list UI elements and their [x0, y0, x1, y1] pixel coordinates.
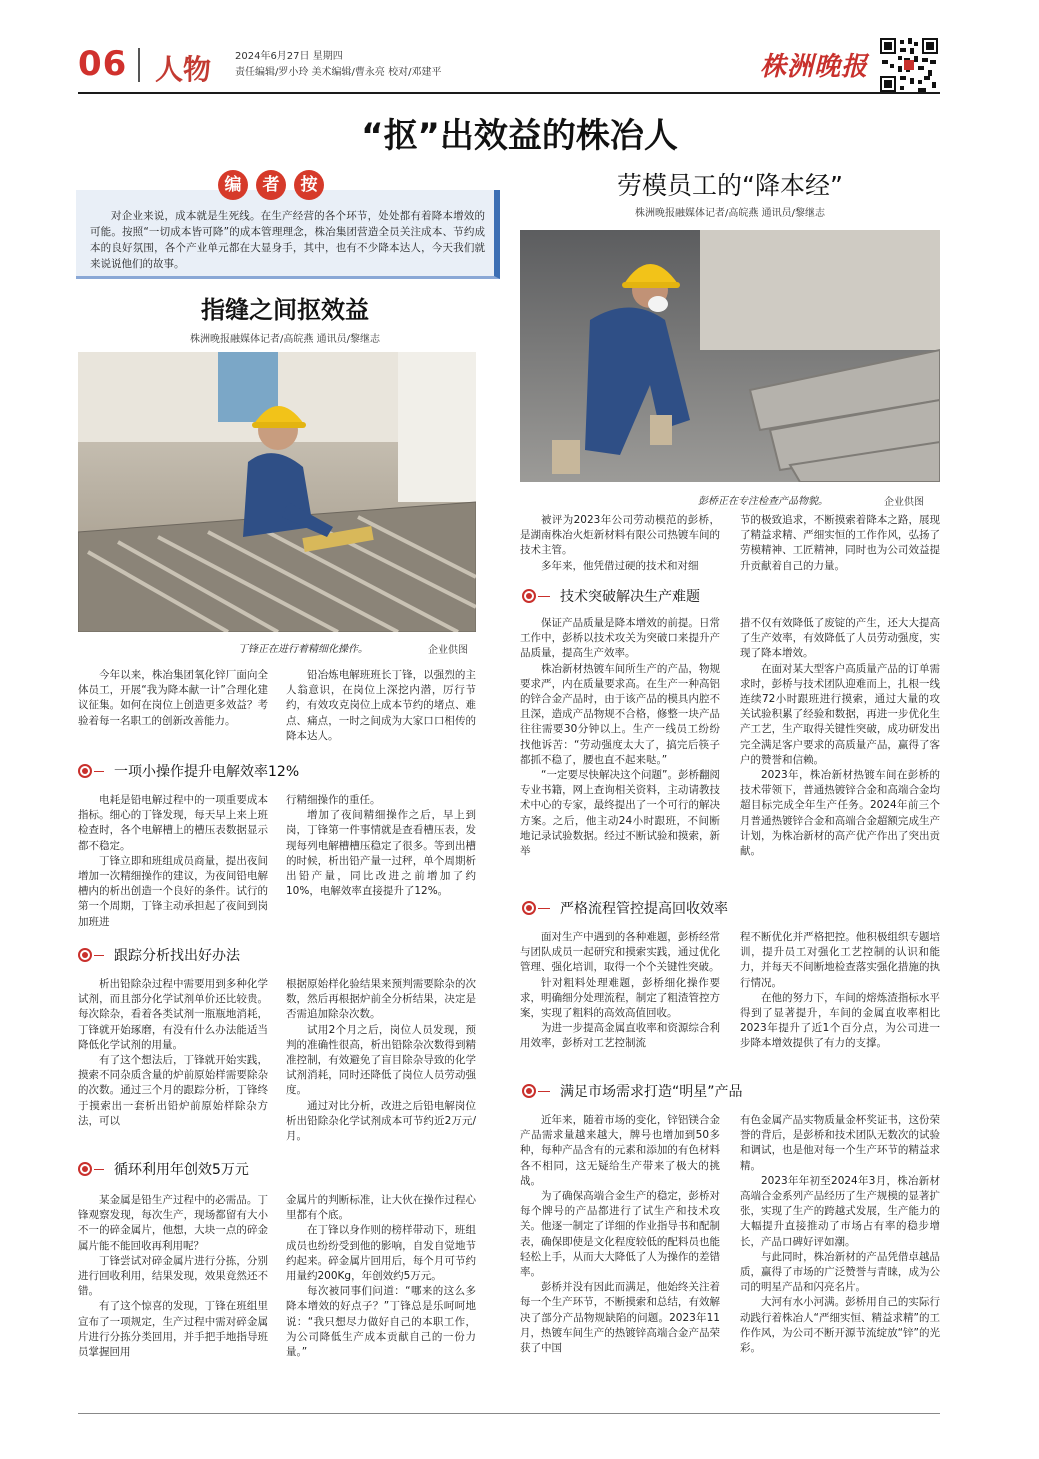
- article2-section-title: 技术突破解决生产难题: [560, 589, 700, 605]
- paragraph: 多年来，他凭借过硬的技术和对细: [541, 559, 699, 572]
- article1-photo-credit: 企业供图: [428, 645, 468, 656]
- paragraph: 大河有水小河满。彭桥用自己的实际行动践行着株冶人“严细实恒、精益求精”的工作作风，为公司不断开源节流绽放“锌”的光彩。: [740, 1296, 940, 1355]
- article2-intro-left: [520, 513, 720, 574]
- paragraph: 2023年，株冶新材热镀车间在彭桥的技术带领下，普通热镀锌合金和高端合金均超目标完成全年生产任务。2024年前三个月普通热镀锌合金和高端合金超额完成生产计划，为株冶新材的高产优产作出了突出贡献。: [740, 769, 940, 858]
- paragraph: 每次被同事们问道：“哪来的这么多降本增效的好点子？”丁锋总是乐呵呵地说：“我只想尽力做好自己的本职工作，为公司降低生产成本贡献自己的一份力量。”: [286, 1285, 476, 1359]
- paragraph: 析出铅除杂过程中需要用到多种化学试剂，而且部分化学试剂单价还比较贵。每次除杂，看着各类试剂一瓶瓶地消耗，丁锋就开始琢磨，有没有什么办法能适当降低化学试剂的用量。: [78, 978, 268, 1051]
- bullet-icon: [78, 764, 92, 778]
- article1-s3-left: [78, 1193, 268, 1360]
- header-rule: [78, 92, 940, 94]
- qr-code-icon: [880, 38, 938, 92]
- article2-intro-right: [740, 513, 940, 574]
- article1-s2-right: [286, 977, 476, 1144]
- article2-byline: 株洲晚报融媒体记者/高皖燕 通讯员/黎继志: [635, 208, 825, 219]
- paragraph: 在他的努力下，车间的熔炼渣指标水平得到了显著提升，车间的金属直收率相比2023年提升了近1个百分点，为公司进一步降本增效提供了有力的支撑。: [740, 991, 940, 1050]
- header-divider: [138, 48, 140, 82]
- bullet-rule: [94, 955, 104, 956]
- article1-section-title: 循环利用年创效5万元: [114, 1162, 249, 1178]
- article2-section-title: 严格流程管控提高回收效率: [560, 901, 728, 917]
- page-number: 06: [78, 44, 128, 84]
- paragraph: 为进一步提高金属直收率和资源综合利用效率，彭桥对工艺控制流: [520, 1022, 720, 1050]
- article2-s3-left: [520, 1113, 720, 1356]
- article1-section-title: 一项小操作提升电解效率12%: [114, 764, 300, 780]
- article1-photo-caption: 丁锋正在进行着精细化操作。: [238, 644, 368, 655]
- article2-s1-left: [520, 616, 720, 859]
- article1-section-title: 跟踪分析找出好办法: [114, 948, 240, 964]
- paragraph: 为了确保高端合金生产的稳定，彭桥对每个牌号的产品都进行了试生产和技术攻关。他逐一制定了详细的作业指导书和配制表，确保即使是文化程度较低的配料员也能轻松上手，从而大大降低了人为操作的差错率。: [520, 1190, 720, 1279]
- newspaper-logo: 株洲晚报: [760, 52, 869, 82]
- bullet-rule: [538, 596, 550, 597]
- paragraph: 增加了夜间精细操作之后，早上到岗，丁锋第一件事情就是查看槽压表，发现每列电解槽槽压稳定了很多。等到出槽的时候，析出铅产量一过秤，单个周期析出铅产量，同比改进之前增加了约10%，电解效率直接提升了12%。: [286, 809, 476, 898]
- bullet-icon: [522, 589, 536, 603]
- paragraph: 节的极致追求，不断摸索着降本之路，展现了精益求精、严细实恒的工作作风，弘扬了劳模精神、工匠精神，同时也为公司效益提升贡献着自己的力量。: [740, 514, 940, 572]
- paragraph: 被评为2023年公司劳动模范的彭桥，是湖南株冶火炬新材料有限公司热镀车间的技术主管。: [520, 514, 720, 557]
- bullet-rule: [538, 1091, 550, 1092]
- paragraph: 保证产品质量是降本增效的前提。日常工作中，彭桥以技术攻关为突破口来提升产品质量，提高生产效率。: [520, 617, 720, 660]
- article2-s1-right: [740, 616, 940, 859]
- paragraph: 通过对比分析，改进之后铅电解岗位析出铅除杂化学试剂成本可节约近2万元/月。: [286, 1099, 476, 1143]
- paragraph: 彭桥并没有因此而满足，他始终关注着每一个生产环节，不断摸索和总结，有效解决了部分产品物规缺陷的问题。2023年11月，热镀车间生产的热镀锌高端合金产品荣获了中国: [520, 1281, 720, 1355]
- bullet-rule: [538, 908, 550, 909]
- issue-date: 2024年6月27日 星期四: [235, 51, 343, 62]
- article1-s3-right: [286, 1193, 476, 1360]
- article2-section-title: 满足市场需求打造“明星”产品: [560, 1084, 743, 1100]
- bullet-rule: [94, 771, 104, 772]
- article1-photo: [78, 352, 476, 632]
- paragraph: 针对粗料处理难题，彭桥细化操作要求，明确细分处理流程，制定了粗渣管控方案，实现了粗料的高效高值回收。: [520, 976, 720, 1020]
- paragraph: 金属片的判断标准，让大伙在操作过程心里都有个底。: [286, 1194, 476, 1222]
- paragraph: 与此同时，株冶新材的产品凭借卓越品质，赢得了市场的广泛赞誉与青睐，成为公司的明星产品和闪亮名片。: [740, 1250, 940, 1294]
- paragraph: 2023年年初至2024年3月，株冶新材高端合金系列产品经历了生产规模的显著扩张，实现了生产的跨越式发展，生产能力的大幅提升直接推动了市场占有率的稳步增长，产品口碑好评如潮。: [740, 1174, 940, 1248]
- paragraph: 在丁锋以身作则的榜样带动下，班组成员也纷纷受到他的影响，自发自觉地节约起来。碎金属片回用后，每个月可节约用量约200Kg，年创效约5万元。: [286, 1224, 476, 1283]
- article1-intro-right: 铅冶炼电解班班长丁锋，以强烈的主人翁意识，在岗位上深挖内潜，厉行节约，有效攻克岗位上成本节约的堵点、难点、痛点，一时之间成为大家口口相传的降本达人。: [286, 669, 476, 742]
- footer-rule: [78, 1413, 940, 1414]
- paragraph: 程不断优化并严格把控。他积极组织专题培训，提升员工对强化工艺控制的认识和能力，并每天不间断地检查落实强化措施的执行情况。: [740, 931, 940, 989]
- article1-s2-left: [78, 977, 268, 1129]
- editor-note-tag: 者: [256, 170, 286, 200]
- paragraph: 株冶新材热镀车间所生产的产品，物规要求严，内在质量要求高。在生产一种高铝的锌合金产品时，由于该产品的模具内腔不且深，造成产品物规不合格，修整一块产品往往需要30分钟以上。生产一线员工纷纷找他诉苦：“劳动强度太大了，搞完后筷子都抓不稳了，腰也直不起来哒。”: [520, 662, 720, 766]
- paragraph: 试用2个月之后，岗位人员发现，预判的准确性很高，析出铅除杂次数得到精准控制，有效避免了盲目除杂导致的化学试剂消耗，同时还降低了岗位人员劳动强度。: [286, 1023, 476, 1097]
- article2-s2-left: [520, 930, 720, 1052]
- paragraph: 丁锋立即和班组成员商量，提出夜间增加一次精细操作的建议，为夜间铅电解槽内的析出创造一个良好的条件。试行的第一个周期，丁锋主动承担起了夜间到岗加班进: [78, 854, 268, 928]
- section-name: 人物: [155, 53, 212, 86]
- article2-s2-right: [740, 930, 940, 1052]
- editor-note-tag: 按: [294, 170, 324, 200]
- article1-s1-right: [286, 793, 476, 899]
- bullet-icon: [78, 1162, 92, 1176]
- paragraph: 面对生产中遇到的各种难题，彭桥经常与团队成员一起研究和摸索实践，通过优化管理、强化培训，取得一个个关键性突破。: [520, 931, 720, 974]
- article2-title: 劳模员工的“降本经”: [617, 171, 843, 200]
- paragraph: 行精细操作的重任。: [286, 794, 381, 806]
- paragraph: 近年来，随着市场的变化，锌铝镁合金产品需求量越来越大，牌号也增加到50多种，每种产品含有的元素和添加的有色材料各不相同，这无疑给生产带来了极大的挑战。: [520, 1114, 720, 1187]
- bullet-rule: [94, 1169, 104, 1170]
- editor-note-tag: 编: [218, 170, 248, 200]
- bullet-icon: [522, 1084, 536, 1098]
- article1-title: 指缝之间抠效益: [201, 296, 369, 324]
- paragraph: 丁锋尝试对碎金属片进行分拣，分别进行回收利用，结果发现，效果竟然还不错。: [78, 1254, 268, 1298]
- bullet-icon: [78, 948, 92, 962]
- paragraph: 有色金属产品实物质量金杯奖证书，这份荣誉的背后，是彭桥和技术团队无数次的试验和调试，也是他对每一个生产环节的精益求精。: [740, 1114, 940, 1172]
- paragraph: 电耗是铅电解过程中的一项重要成本指标。细心的丁锋发现，每天早上来上班检查时，各个电解槽上的槽压表数据显示都不稳定。: [78, 794, 268, 852]
- paragraph: 措不仅有效降低了废锭的产生，还大大提高了生产效率，有效降低了人员劳动强度，实现了降本增效。: [740, 617, 940, 660]
- article2-photo: [520, 230, 940, 482]
- article2-photo-credit: 企业供图: [884, 497, 924, 508]
- paragraph: 某金属是铅生产过程中的必需品。丁锋观察发现，每次生产，现场都留有大小不一的碎金属片，他想，大块一点的碎金属片能不能回收再利用呢？: [78, 1194, 268, 1252]
- article2-photo-caption: 彭桥正在专注检查产品物貌。: [698, 496, 828, 507]
- page-headline: “抠”出效益的株冶人: [361, 116, 678, 156]
- paragraph: 有了这个惊喜的发现，丁锋在班组里宣布了一项规定，生产过程中需对碎金属片进行分拣分类回用，并手把手地指导班员掌握回用: [78, 1300, 268, 1359]
- article2-s3-right: [740, 1113, 940, 1356]
- editor-credits: 责任编辑/罗小玲 美术编辑/曹永亮 校对/邓建平: [235, 67, 442, 78]
- editor-note-text: 对企业来说，成本就是生死线。在生产经营的各个环节，处处都有着降本增效的可能。按照“一切成本皆可降”的成本管理理念，株冶集团营造全员关注成本、节约成本的良好氛围，各个产业单元都在大显身手，其中，也有不少降本达人，今天我们就来说说他们的故事。: [90, 210, 485, 270]
- article1-intro-left: 今年以来，株冶集团氧化锌厂面向全体员工，开展“我为降本献一计”合理化建议征集。如何在岗位上创造更多效益？考验着每一名职工的创新改善能力。: [78, 669, 268, 727]
- paragraph: 根据原始样化验结果来预判需要除杂的次数，然后再根据炉前全分析结果，决定是否需追加除杂次数。: [286, 978, 476, 1021]
- article1-byline: 株洲晚报融媒体记者/高皖燕 通讯员/黎继志: [190, 334, 380, 345]
- paragraph: 在面对某大型客户高质量产品的订单需求时，彭桥与技术团队迎难而上，扎根一线连续72小时跟班进行摸索，通过大量的攻关试验积累了经验和数据，再进一步优化生产工艺，生产取得关键性突破，成功研发出完全满足客户要求的高质量产品，赢得了客户的赞誉和信赖。: [740, 662, 940, 766]
- bullet-icon: [522, 901, 536, 915]
- paragraph: 有了这个想法后，丁锋就开始实践，摸索不同杂质含量的炉前原始样需要除杂的次数。通过三个月的跟踪分析，丁锋终于摸索出一套析出铅炉前原始样除杂方法，可以: [78, 1054, 268, 1127]
- paragraph: “一定要尽快解决这个问题”。彭桥翻阅专业书籍，网上查询相关资料，主动请教技术中心的专家，最终提出了一个可行的解决方案。之后，他主动24小时跟班，不间断地记录试验数据。经过不断试验和摸索，新举: [520, 769, 720, 858]
- article1-s1-left: [78, 793, 268, 930]
